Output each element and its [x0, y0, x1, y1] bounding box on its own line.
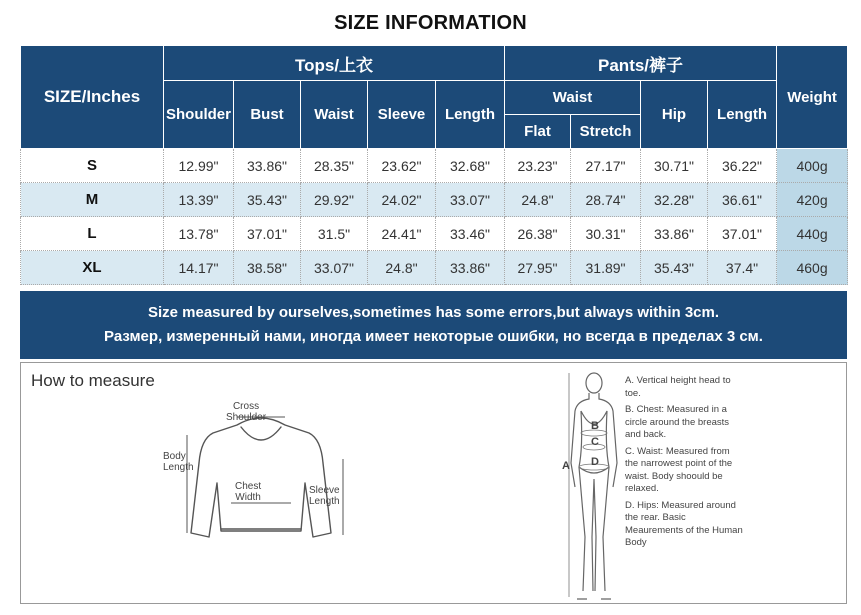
- body-diagram-icon: [559, 367, 629, 603]
- table-cell: 37.01": [234, 217, 301, 251]
- table-cell: 14.17": [164, 251, 234, 285]
- size-table: [20, 45, 848, 285]
- size-header: SIZE/Inches: [21, 46, 164, 149]
- table-cell: 30.71": [641, 149, 708, 183]
- col-stretch: Stretch: [571, 115, 641, 149]
- table-cell: 38.58": [234, 251, 301, 285]
- size-cell: M: [21, 183, 164, 217]
- table-cell: 23.23": [505, 149, 571, 183]
- marker-a: A: [562, 460, 570, 472]
- col-shoulder: Shoulder: [164, 81, 234, 149]
- table-cell: 13.39": [164, 183, 234, 217]
- body-length-label: Body Length: [163, 451, 194, 473]
- table-cell: 28.35": [301, 149, 368, 183]
- cross-shoulder-label: Cross Shoulder: [226, 401, 267, 423]
- size-cell: S: [21, 149, 164, 183]
- table-cell: 27.95": [505, 251, 571, 285]
- sweater-diagram-icon: [161, 403, 361, 553]
- table-cell: 35.43": [234, 183, 301, 217]
- weight-cell: 460g: [777, 251, 848, 285]
- table-cell: 23.62": [368, 149, 436, 183]
- col-waist: Waist: [301, 81, 368, 149]
- marker-c: C: [591, 436, 599, 448]
- table-cell: 31.89": [571, 251, 641, 285]
- marker-b: B: [591, 420, 599, 432]
- table-cell: 33.07": [436, 183, 505, 217]
- table-cell: 27.17": [571, 149, 641, 183]
- table-cell: 33.46": [436, 217, 505, 251]
- col-pants-waist: Waist: [505, 81, 641, 115]
- table-cell: 33.86": [436, 251, 505, 285]
- table-cell: 24.8": [505, 183, 571, 217]
- how-to-measure-panel: [20, 362, 847, 604]
- tops-header: Tops/上衣: [164, 46, 505, 81]
- note-c: C. Waist: Measured from the narrowest point of the waist. Body shoould be relaxed.: [625, 445, 733, 494]
- page-title: SIZE INFORMATION: [334, 12, 527, 34]
- table-cell: 26.38": [505, 217, 571, 251]
- weight-cell: 400g: [777, 149, 848, 183]
- note-b: B. Chest: Measured in a circle around the breasts and back.: [625, 404, 730, 440]
- table-cell: 31.5": [301, 217, 368, 251]
- disclaimer-russian: Размер, измеренный нами, иногда имеет некоторые ошибки, но всегда в пределах 3 см.: [104, 328, 763, 345]
- table-cell: 37.01": [708, 217, 777, 251]
- table-cell: 24.8": [368, 251, 436, 285]
- table-cell: 24.02": [368, 183, 436, 217]
- marker-d: D: [591, 456, 599, 468]
- disclaimer-banner: [20, 291, 847, 359]
- table-row: [21, 251, 848, 285]
- size-cell: L: [21, 217, 164, 251]
- sleeve-length-label: Sleeve Length: [309, 485, 340, 507]
- table-cell: 36.22": [708, 149, 777, 183]
- col-length: Length: [436, 81, 505, 149]
- size-cell: XL: [21, 251, 164, 285]
- table-cell: 13.78": [164, 217, 234, 251]
- col-hip: Hip: [641, 81, 708, 149]
- table-cell: 29.92": [301, 183, 368, 217]
- pants-header: Pants/裤子: [505, 46, 777, 81]
- table-cell: 33.07": [301, 251, 368, 285]
- col-flat: Flat: [505, 115, 571, 149]
- weight-cell: 420g: [777, 183, 848, 217]
- table-cell: 24.41": [368, 217, 436, 251]
- table-cell: 33.86": [641, 217, 708, 251]
- table-cell: 28.74": [571, 183, 641, 217]
- table-row: [21, 149, 848, 183]
- table-cell: 12.99": [164, 149, 234, 183]
- disclaimer-english: Size measured by ourselves,sometimes has some errors,but always within 3cm.: [147, 304, 720, 321]
- table-row: [21, 183, 848, 217]
- table-cell: 32.68": [436, 149, 505, 183]
- table-cell: 36.61": [708, 183, 777, 217]
- table-cell: 32.28": [641, 183, 708, 217]
- table-cell: 35.43": [641, 251, 708, 285]
- note-d: D. Hips: Measured around the rear. Basic Meaurements of the Human Body: [625, 499, 743, 548]
- table-cell: 30.31": [571, 217, 641, 251]
- chest-width-label: Chest Width: [235, 481, 262, 503]
- table-cell: 37.4": [708, 251, 777, 285]
- table-cell: 33.86": [234, 149, 301, 183]
- col-pants-length: Length: [708, 81, 777, 149]
- note-a: A. Vertical height head to toe.: [625, 375, 731, 399]
- how-to-measure-title: How to measure: [31, 371, 155, 390]
- weight-cell: 440g: [777, 217, 848, 251]
- col-sleeve: Sleeve: [368, 81, 436, 149]
- weight-header: Weight: [777, 46, 848, 149]
- col-bust: Bust: [234, 81, 301, 149]
- table-row: [21, 217, 848, 251]
- measurement-notes: [625, 375, 745, 554]
